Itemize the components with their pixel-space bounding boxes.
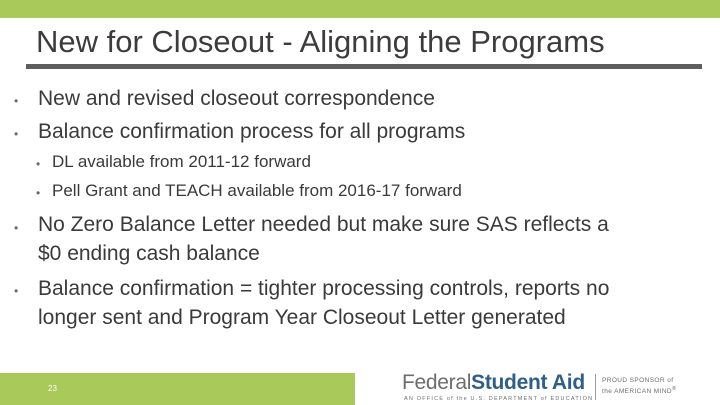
bullet-dot: • (14, 127, 19, 141)
bullet-3-line-1: No Zero Balance Letter needed but make sure SAS reflects a (38, 213, 609, 236)
logo-student-aid: Student Aid (471, 371, 585, 394)
bullet-dot: • (14, 94, 19, 108)
bullet-dot: • (14, 284, 19, 298)
sub-bullet-dot: • (36, 157, 41, 171)
bullet-3-line-2: $0 ending cash balance (38, 242, 260, 265)
bullet-dot: • (14, 221, 19, 235)
bullet-1: New and revised closeout correspondence (38, 87, 435, 110)
slide-title: New for Closeout - Aligning the Programs (36, 24, 605, 59)
logo-subtitle: AN OFFICE of the U.S. DEPARTMENT of EDUCATION (404, 396, 594, 402)
sub-bullet-1: DL available from 2011-12 forward (52, 152, 311, 171)
bullet-4-line-2: longer sent and Program Year Closeout Letter generated (38, 306, 566, 329)
logo-divider (595, 374, 596, 400)
trademark-symbol: ® (672, 386, 677, 392)
logo-federal: Federal (402, 371, 472, 394)
bullet-2: Balance confirmation process for all programs (38, 120, 466, 143)
sub-bullet-2: Pell Grant and TEACH available from 2016-17 forward (52, 181, 462, 200)
logo-sponsor-tagline (602, 376, 676, 396)
page-number: 23 (48, 384, 57, 393)
sponsor-line-1: PROUD SPONSOR of (602, 377, 674, 384)
federal-student-aid-logo (402, 371, 692, 405)
sub-bullet-dot: • (36, 186, 41, 200)
bullet-4-line-1: Balance confirmation = tighter processing controls, reports no (38, 277, 610, 300)
sponsor-line-2: the AMERICAN MIND (602, 388, 673, 396)
logo-wordmark (402, 371, 585, 395)
